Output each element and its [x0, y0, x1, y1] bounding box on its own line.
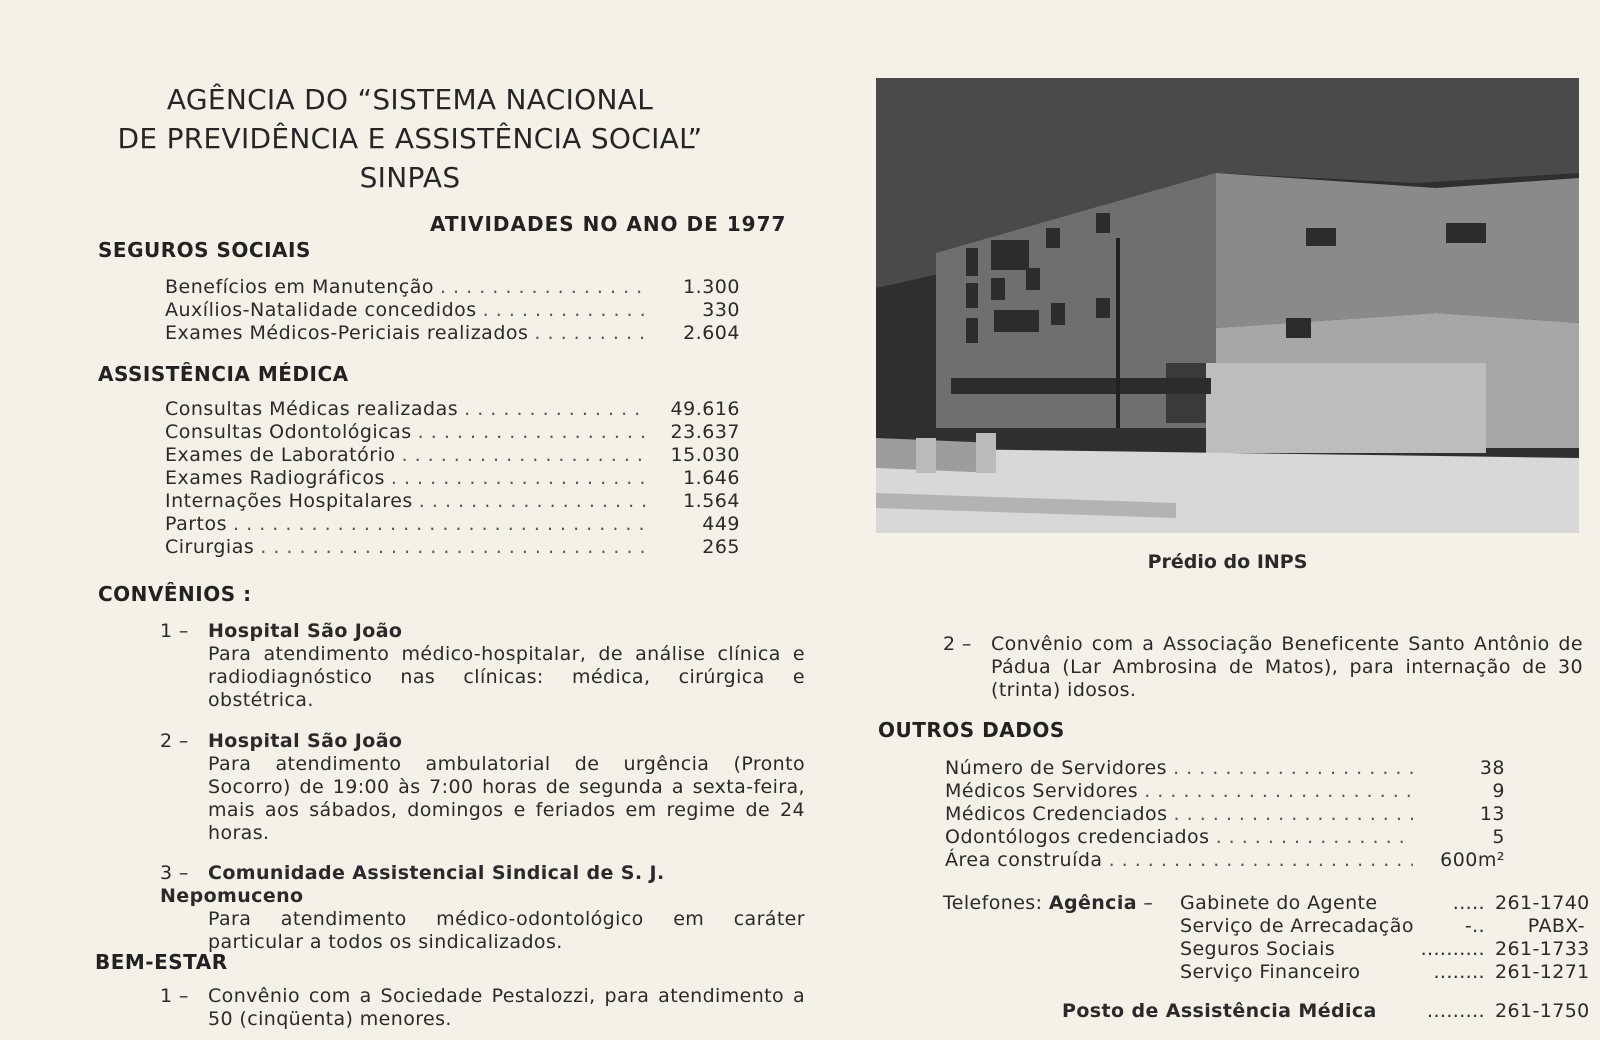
list-item: Exames de Laboratório . . . 15.030 [165, 444, 740, 467]
outros-dados-heading: OUTROS DADOS [878, 718, 1065, 742]
convenio-item-3: 3 – Comunidade Assistencial Sindical de S. J. Nepomuceno Para atendimento médico-odontológico em caráter particular a todos os sindicalizados. [160, 862, 805, 953]
telefones-prefix: Telefones: Agência – [943, 892, 1154, 914]
assistencia-medica-list [165, 398, 740, 559]
phone-row: Serviço Financeiro ........ 261-1271 [1180, 961, 1590, 983]
list-item: Internações Hospitalares . . . 1.564 [165, 490, 740, 513]
outros-dados-list [945, 757, 1505, 872]
convenios-heading: CONVÊNIOS : [98, 582, 252, 606]
assistencia-medica-heading: ASSISTÊNCIA MÉDICA [98, 362, 349, 386]
seguros-sociais-list [165, 276, 740, 345]
list-item: Benefícios em Manutenção . . . 1.300 [165, 276, 740, 299]
list-item: Médicos Credenciados . . . 13 [945, 803, 1505, 826]
list-item: Auxílios-Natalidade concedidos . . . 330 [165, 299, 740, 322]
list-item: Partos . . . 449 [165, 513, 740, 536]
phone-row: Seguros Sociais .......... 261-1733 [1180, 938, 1590, 960]
title-line-1: AGÊNCIA DO “SISTEMA NACIONAL [166, 83, 654, 116]
list-item: Médicos Servidores . . . 9 [945, 780, 1505, 803]
page-title [90, 80, 730, 197]
list-item: Número de Servidores . . . 38 [945, 757, 1505, 780]
telefones-list [1180, 892, 1590, 984]
title-line-3: SINPAS [359, 161, 461, 194]
photo-caption: Prédio do INPS [1147, 551, 1308, 573]
building-photo [876, 78, 1579, 533]
list-item: Exames Médicos-Periciais realizados . . . 2.604 [165, 322, 740, 345]
convenio-item-2: 2 – Hospital São João Para atendimento ambulatorial de urgência (Pronto Socorro) de 19:00 às 7:00 horas de segunda a sexta-feira, mais aos sábados, domingos e feriados em regime de 24 horas. [160, 730, 805, 844]
phone-row: Serviço de Arrecadação -.. PABX- [1180, 915, 1585, 937]
bem-estar-item-2: 2 – Convênio com a Associação Beneficente Santo Antônio de Pádua (Lar Ambrosina de Matos), para internação de 30 (trinta) idosos. [943, 633, 1583, 701]
seguros-sociais-heading: SEGUROS SOCIAIS [98, 238, 311, 262]
title-line-2: DE PREVIDÊNCIA E ASSISTÊNCIA SOCIAL” [117, 122, 703, 155]
subtitle: ATIVIDADES NO ANO DE 1977 [430, 212, 787, 236]
list-item: Consultas Médicas realizadas . . . 49.616 [165, 398, 740, 421]
posto-row: Posto de Assistência Médica ......... 261-1750 [1062, 1000, 1590, 1022]
phone-row: Gabinete do Agente ..... 261-1740 [1180, 892, 1590, 914]
list-item: Consultas Odontológicas . . . 23.637 [165, 421, 740, 444]
list-item: Cirurgias . . . 265 [165, 536, 740, 559]
bem-estar-heading: BEM-ESTAR [95, 950, 228, 974]
list-item: Odontólogos credenciados . . . 5 [945, 826, 1505, 849]
convenio-item-1: 1 – Hospital São João Para atendimento médico-hospitalar, de análise clínica e radiodiagnóstico nas clínicas: médica, cirúrgica e obstétrica. [160, 620, 805, 711]
list-item: Exames Radiográficos . . . 1.646 [165, 467, 740, 490]
list-item: Área construída . . . 600m² [945, 849, 1505, 872]
building-illustration [876, 78, 1579, 533]
bem-estar-item-1: 1 – Convênio com a Sociedade Pestalozzi, para atendimento a 50 (cinqüenta) menores. [160, 985, 805, 1030]
